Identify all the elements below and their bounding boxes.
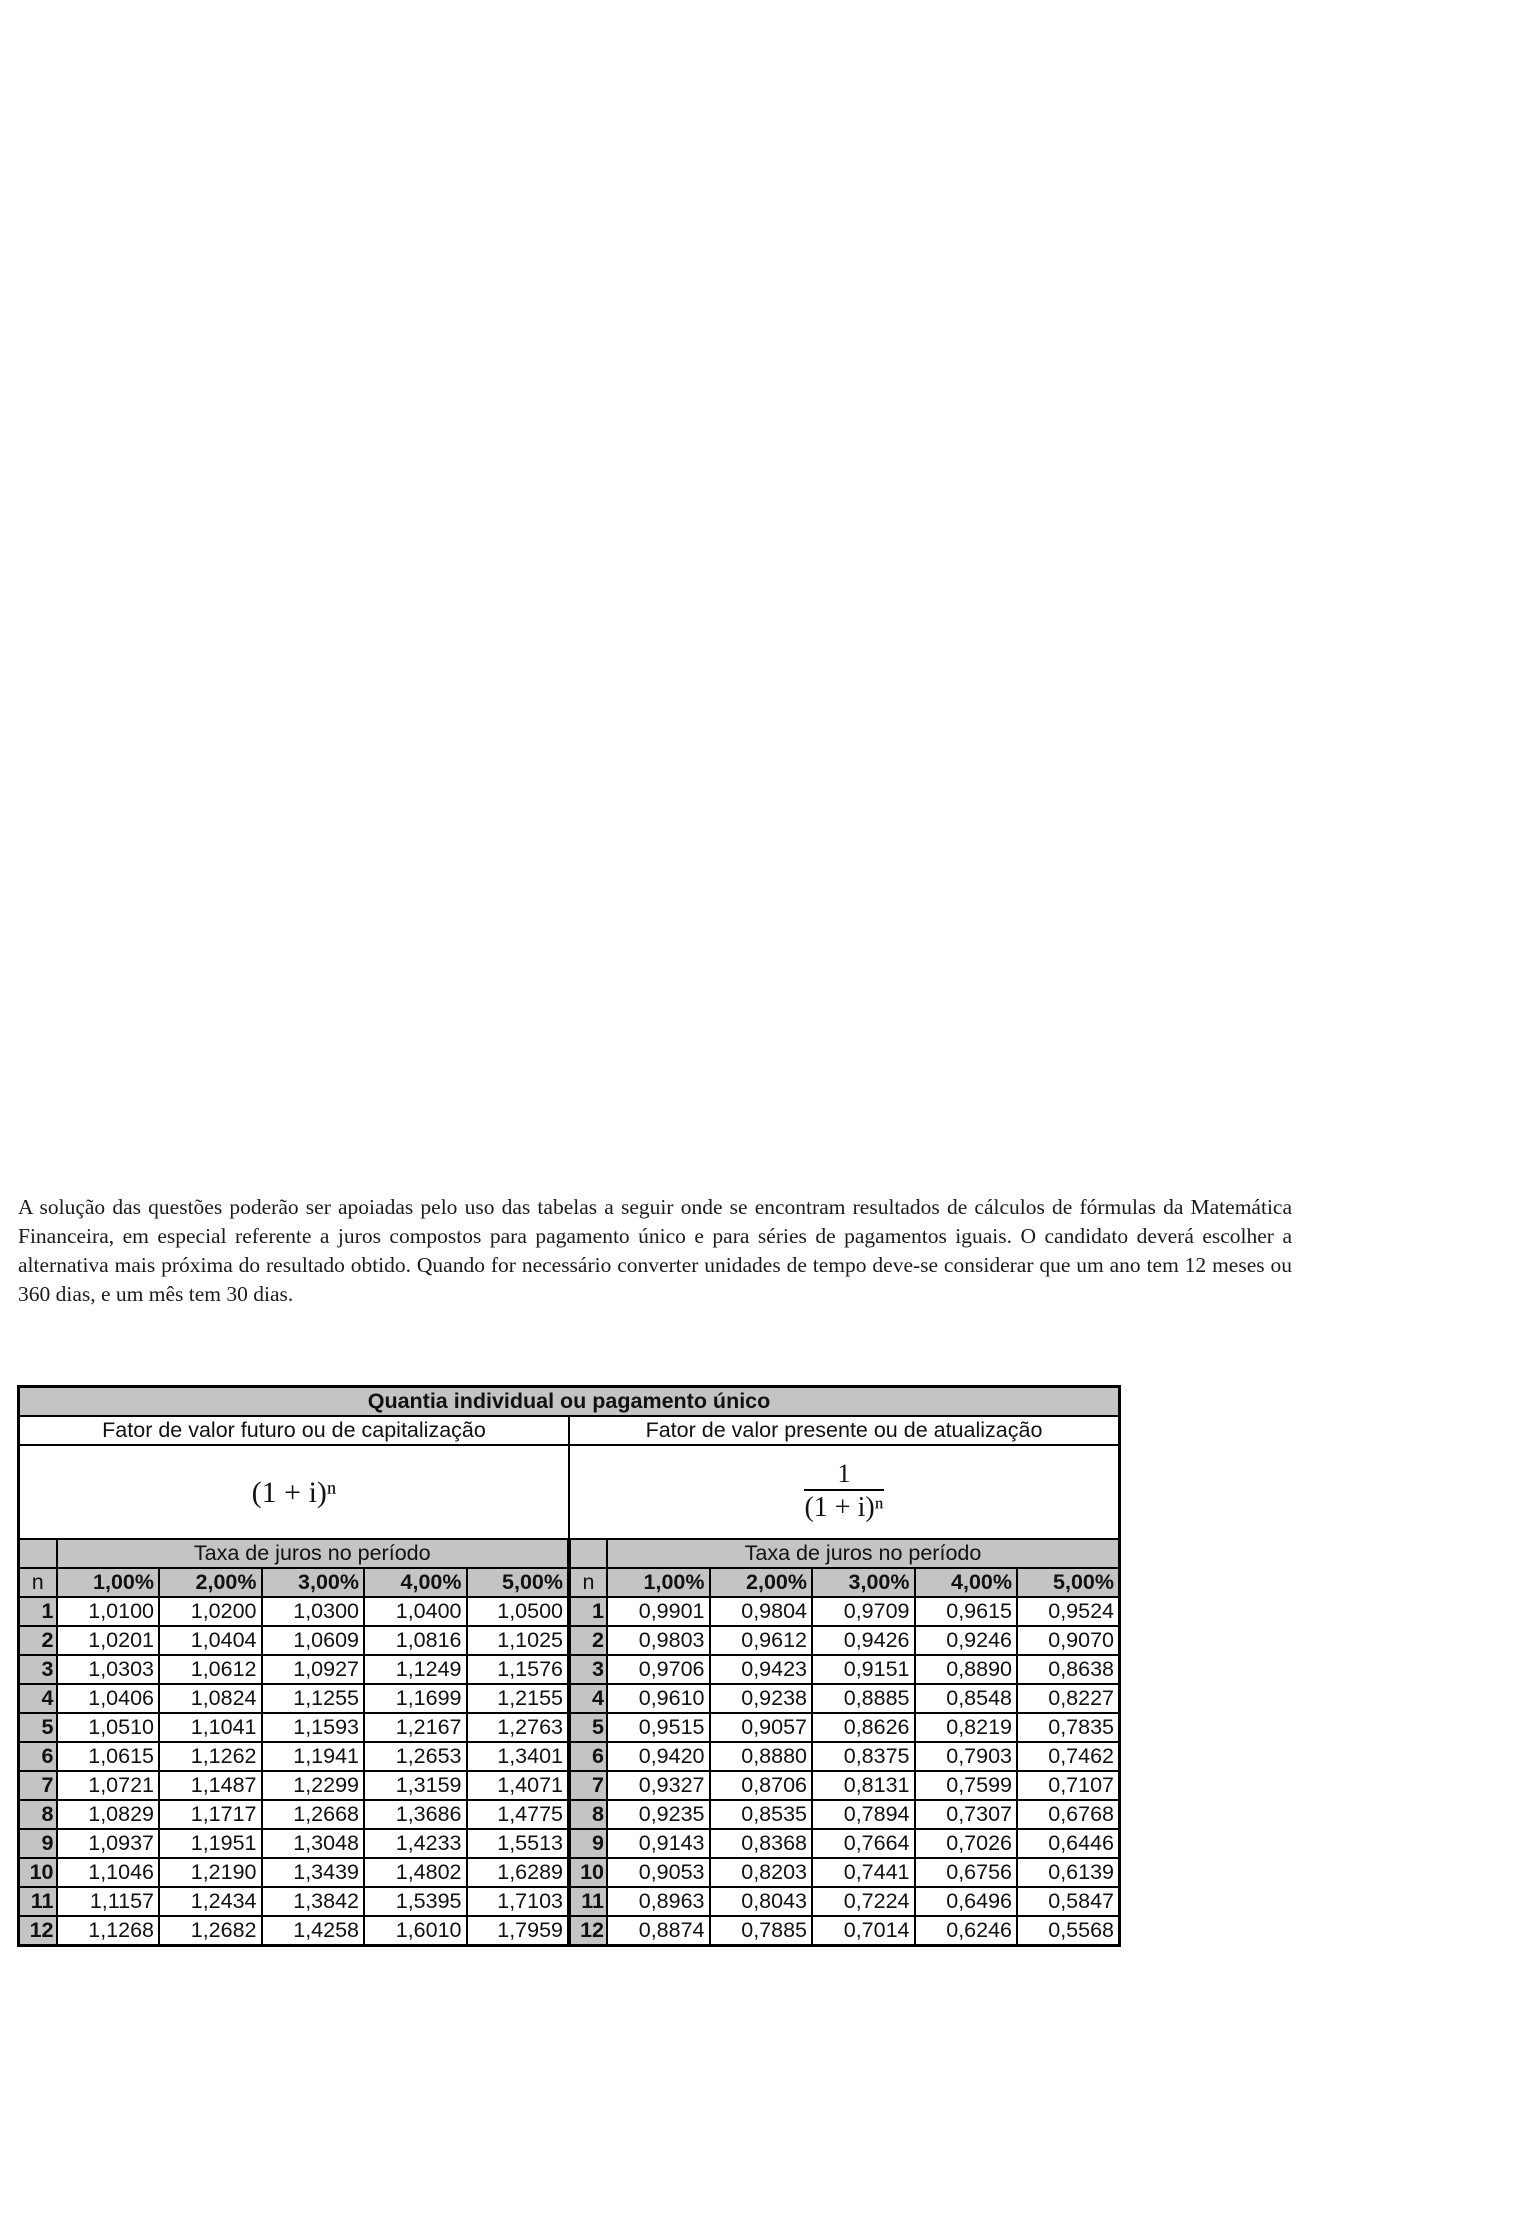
future-value-cell: 1,2299 <box>262 1771 365 1800</box>
present-value-cell: 0,9053 <box>607 1858 710 1887</box>
table-row <box>19 1829 1120 1858</box>
period-number: 3 <box>569 1655 607 1684</box>
period-number: 2 <box>569 1626 607 1655</box>
future-value-cell: 1,1157 <box>57 1887 160 1916</box>
present-value-cell: 0,8890 <box>915 1655 1018 1684</box>
table-row <box>19 1858 1120 1887</box>
period-number: 12 <box>19 1916 57 1946</box>
rate-header: 1,00% <box>607 1568 710 1597</box>
future-value-cell: 1,5513 <box>467 1829 570 1858</box>
future-value-cell: 1,0406 <box>57 1684 160 1713</box>
period-number: 10 <box>569 1858 607 1887</box>
future-value-cell: 1,6289 <box>467 1858 570 1887</box>
present-value-cell: 0,5568 <box>1017 1916 1120 1946</box>
future-value-cell: 1,0201 <box>57 1626 160 1655</box>
future-value-cell: 1,0510 <box>57 1713 160 1742</box>
blank-cell <box>19 1539 57 1568</box>
future-value-cell: 1,0303 <box>57 1655 160 1684</box>
period-number: 7 <box>569 1771 607 1800</box>
present-value-cell: 0,9143 <box>607 1829 710 1858</box>
present-value-cell: 0,9706 <box>607 1655 710 1684</box>
future-value-cell: 1,2653 <box>364 1742 467 1771</box>
future-value-cell: 1,6010 <box>364 1916 467 1946</box>
future-value-cell: 1,3686 <box>364 1800 467 1829</box>
present-value-cell: 0,9057 <box>710 1713 813 1742</box>
present-value-cell: 0,7835 <box>1017 1713 1120 1742</box>
table-title: Quantia individual ou pagamento único <box>19 1387 1120 1417</box>
period-number: 8 <box>569 1800 607 1829</box>
n-header: n <box>569 1568 607 1597</box>
present-value-cell: 0,7307 <box>915 1800 1018 1829</box>
future-value-cell: 1,1576 <box>467 1655 570 1684</box>
table-row <box>19 1684 1120 1713</box>
future-value-cell: 1,0927 <box>262 1655 365 1684</box>
present-value-cell: 0,8043 <box>710 1887 813 1916</box>
present-value-cell: 0,9420 <box>607 1742 710 1771</box>
present-value-cell: 0,6139 <box>1017 1858 1120 1887</box>
present-value-cell: 0,8880 <box>710 1742 813 1771</box>
future-value-cell: 1,1249 <box>364 1655 467 1684</box>
future-value-cell: 1,5395 <box>364 1887 467 1916</box>
present-value-formula <box>569 1445 1120 1539</box>
table-row <box>19 1800 1120 1829</box>
future-value-cell: 1,2763 <box>467 1713 570 1742</box>
right-taxa-label: Taxa de juros no período <box>607 1539 1120 1568</box>
present-value-cell: 0,6446 <box>1017 1829 1120 1858</box>
table-row <box>19 1655 1120 1684</box>
present-value-cell: 0,8131 <box>812 1771 915 1800</box>
present-value-cell: 0,9709 <box>812 1597 915 1626</box>
future-value-header: Fator de valor futuro ou de capitalização <box>19 1416 570 1445</box>
present-value-cell: 0,9803 <box>607 1626 710 1655</box>
future-value-cell: 1,1046 <box>57 1858 160 1887</box>
present-value-cell: 0,9327 <box>607 1771 710 1800</box>
rate-header-row <box>19 1568 1120 1597</box>
period-number: 6 <box>19 1742 57 1771</box>
future-value-cell: 1,0300 <box>262 1597 365 1626</box>
present-value-cell: 0,8535 <box>710 1800 813 1829</box>
future-value-cell: 1,0829 <box>57 1800 160 1829</box>
period-number: 7 <box>19 1771 57 1800</box>
future-value-cell: 1,0400 <box>364 1597 467 1626</box>
future-value-cell: 1,4802 <box>364 1858 467 1887</box>
period-number: 6 <box>569 1742 607 1771</box>
present-value-cell: 0,7441 <box>812 1858 915 1887</box>
future-value-cell: 1,7959 <box>467 1916 570 1946</box>
future-value-cell: 1,4233 <box>364 1829 467 1858</box>
table-row <box>19 1626 1120 1655</box>
rate-header: 4,00% <box>364 1568 467 1597</box>
future-value-cell: 1,0100 <box>57 1597 160 1626</box>
present-value-cell: 0,9804 <box>710 1597 813 1626</box>
table-row <box>19 1916 1120 1946</box>
present-value-cell: 0,7026 <box>915 1829 1018 1858</box>
period-number: 2 <box>19 1626 57 1655</box>
future-value-cell: 1,4258 <box>262 1916 365 1946</box>
present-value-cell: 0,8626 <box>812 1713 915 1742</box>
future-value-cell: 1,2155 <box>467 1684 570 1713</box>
present-value-cell: 0,9610 <box>607 1684 710 1713</box>
period-number: 11 <box>19 1887 57 1916</box>
period-number: 3 <box>19 1655 57 1684</box>
future-value-cell: 1,3048 <box>262 1829 365 1858</box>
present-value-cell: 0,7903 <box>915 1742 1018 1771</box>
period-number: 9 <box>19 1829 57 1858</box>
period-number: 1 <box>19 1597 57 1626</box>
table-row <box>19 1742 1120 1771</box>
present-value-cell: 0,8375 <box>812 1742 915 1771</box>
present-value-cell: 0,9423 <box>710 1655 813 1684</box>
period-number: 10 <box>19 1858 57 1887</box>
present-value-cell: 0,9426 <box>812 1626 915 1655</box>
future-value-cell: 1,0816 <box>364 1626 467 1655</box>
period-number: 4 <box>19 1684 57 1713</box>
rate-header: 5,00% <box>467 1568 570 1597</box>
period-number: 8 <box>19 1800 57 1829</box>
future-value-cell: 1,1255 <box>262 1684 365 1713</box>
future-value-formula: (1 + i)ⁿ <box>19 1445 570 1539</box>
present-value-cell: 0,9515 <box>607 1713 710 1742</box>
present-value-cell: 0,7014 <box>812 1916 915 1946</box>
rate-header: 5,00% <box>1017 1568 1120 1597</box>
future-value-cell: 1,7103 <box>467 1887 570 1916</box>
period-number: 1 <box>569 1597 607 1626</box>
present-value-cell: 0,6756 <box>915 1858 1018 1887</box>
future-value-cell: 1,0404 <box>159 1626 262 1655</box>
rate-header: 2,00% <box>710 1568 813 1597</box>
future-value-cell: 1,1941 <box>262 1742 365 1771</box>
left-taxa-label: Taxa de juros no período <box>57 1539 570 1568</box>
future-value-cell: 1,2668 <box>262 1800 365 1829</box>
present-value-cell: 0,7462 <box>1017 1742 1120 1771</box>
future-value-cell: 1,1593 <box>262 1713 365 1742</box>
present-value-cell: 0,8706 <box>710 1771 813 1800</box>
present-value-cell: 0,9612 <box>710 1626 813 1655</box>
present-value-cell: 0,7664 <box>812 1829 915 1858</box>
future-value-cell: 1,4071 <box>467 1771 570 1800</box>
present-value-cell: 0,9238 <box>710 1684 813 1713</box>
table-row <box>19 1597 1120 1626</box>
n-header: n <box>19 1568 57 1597</box>
future-value-cell: 1,1951 <box>159 1829 262 1858</box>
future-value-cell: 1,2682 <box>159 1916 262 1946</box>
present-value-header: Fator de valor presente ou de atualização <box>569 1416 1120 1445</box>
period-number: 9 <box>569 1829 607 1858</box>
future-value-cell: 1,0937 <box>57 1829 160 1858</box>
blank-cell <box>569 1539 607 1568</box>
present-value-cell: 0,7885 <box>710 1916 813 1946</box>
future-value-cell: 1,1025 <box>467 1626 570 1655</box>
rate-header: 3,00% <box>812 1568 915 1597</box>
taxa-label-row <box>19 1539 1120 1568</box>
future-value-cell: 1,0824 <box>159 1684 262 1713</box>
present-value-cell: 0,6768 <box>1017 1800 1120 1829</box>
present-value-cell: 0,8227 <box>1017 1684 1120 1713</box>
period-number: 5 <box>19 1713 57 1742</box>
rate-header: 1,00% <box>57 1568 160 1597</box>
future-value-cell: 1,0500 <box>467 1597 570 1626</box>
future-value-cell: 1,2434 <box>159 1887 262 1916</box>
period-number: 12 <box>569 1916 607 1946</box>
section-header-row <box>19 1416 1120 1445</box>
future-value-cell: 1,1699 <box>364 1684 467 1713</box>
future-value-cell: 1,1717 <box>159 1800 262 1829</box>
future-value-cell: 1,0721 <box>57 1771 160 1800</box>
future-value-cell: 1,0609 <box>262 1626 365 1655</box>
present-value-cell: 0,8219 <box>915 1713 1018 1742</box>
rate-header: 3,00% <box>262 1568 365 1597</box>
future-value-cell: 1,1262 <box>159 1742 262 1771</box>
future-value-cell: 1,3842 <box>262 1887 365 1916</box>
financial-factors-table <box>17 1385 1121 1947</box>
future-value-cell: 1,3439 <box>262 1858 365 1887</box>
present-value-cell: 0,6246 <box>915 1916 1018 1946</box>
future-value-cell: 1,2190 <box>159 1858 262 1887</box>
fraction-denominator: (1 + i)ⁿ <box>804 1492 884 1523</box>
future-value-cell: 1,1268 <box>57 1916 160 1946</box>
formula-row <box>19 1445 1120 1539</box>
present-value-cell: 0,8885 <box>812 1684 915 1713</box>
future-value-cell: 1,2167 <box>364 1713 467 1742</box>
table-row <box>19 1771 1120 1800</box>
present-value-cell: 0,8638 <box>1017 1655 1120 1684</box>
present-value-cell: 0,7894 <box>812 1800 915 1829</box>
present-value-cell: 0,5847 <box>1017 1887 1120 1916</box>
present-value-cell: 0,9235 <box>607 1800 710 1829</box>
future-value-cell: 1,1487 <box>159 1771 262 1800</box>
present-value-cell: 0,7599 <box>915 1771 1018 1800</box>
future-value-cell: 1,3401 <box>467 1742 570 1771</box>
present-value-cell: 0,8874 <box>607 1916 710 1946</box>
present-value-cell: 0,8963 <box>607 1887 710 1916</box>
future-value-cell: 1,1041 <box>159 1713 262 1742</box>
future-value-cell: 1,4775 <box>467 1800 570 1829</box>
present-value-cell: 0,9615 <box>915 1597 1018 1626</box>
period-number: 5 <box>569 1713 607 1742</box>
future-value-cell: 1,3159 <box>364 1771 467 1800</box>
present-value-cell: 0,7107 <box>1017 1771 1120 1800</box>
present-value-cell: 0,9070 <box>1017 1626 1120 1655</box>
present-value-cell: 0,9246 <box>915 1626 1018 1655</box>
period-number: 11 <box>569 1887 607 1916</box>
future-value-cell: 1,0615 <box>57 1742 160 1771</box>
instructions-paragraph: A solução das questões poderão ser apoiadas pelo uso das tabelas a seguir onde se encontram resultados de cálculos de fórmulas da Matemática Financeira, em especial referente a juros compostos para pagamento único e para séries de pagamentos iguais. O candidato deverá escolher a alternativa mais próxima do resultado obtido. Quando for necessário converter unidades de tempo deve-se considerar que um ano tem 12 meses ou 360 dias, e um mês tem 30 dias. <box>18 1195 1292 1306</box>
present-value-cell: 0,8548 <box>915 1684 1018 1713</box>
present-value-cell: 0,9524 <box>1017 1597 1120 1626</box>
table-row <box>19 1887 1120 1916</box>
fraction-numerator: 1 <box>804 1459 883 1491</box>
future-value-cell: 1,0612 <box>159 1655 262 1684</box>
table-row <box>19 1713 1120 1742</box>
present-value-cell: 0,8203 <box>710 1858 813 1887</box>
table-title-row <box>19 1387 1120 1417</box>
present-value-cell: 0,9151 <box>812 1655 915 1684</box>
rate-header: 4,00% <box>915 1568 1018 1597</box>
period-number: 4 <box>569 1684 607 1713</box>
present-value-cell: 0,9901 <box>607 1597 710 1626</box>
present-value-cell: 0,8368 <box>710 1829 813 1858</box>
fraction <box>804 1459 883 1525</box>
present-value-cell: 0,7224 <box>812 1887 915 1916</box>
future-value-cell: 1,0200 <box>159 1597 262 1626</box>
present-value-cell: 0,6496 <box>915 1887 1018 1916</box>
rate-header: 2,00% <box>159 1568 262 1597</box>
